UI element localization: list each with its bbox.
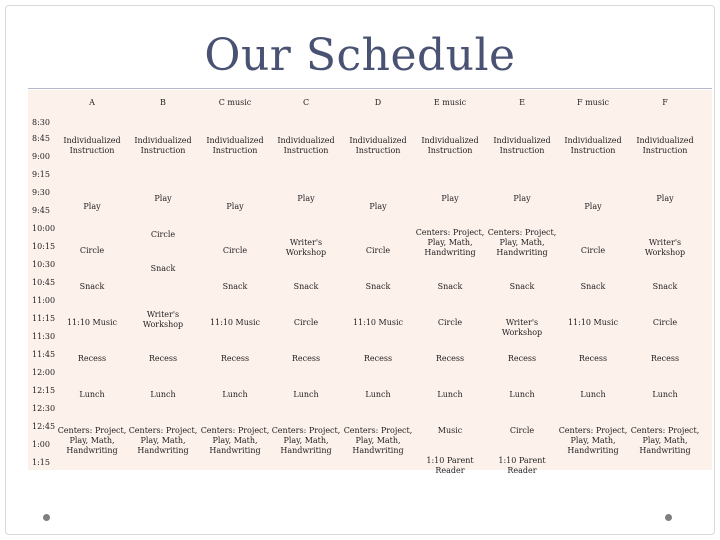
time-label: 12:00: [32, 368, 56, 377]
schedule-cell-snack: Snack: [509, 282, 535, 291]
column-header-a: A: [89, 98, 95, 107]
column-header-e: E: [519, 98, 525, 107]
time-label: 1:00: [32, 440, 50, 449]
schedule-cell-recess: Recess: [220, 354, 250, 363]
schedule-cell-circle: Circle: [652, 318, 678, 327]
schedule-cell-snack: Snack: [79, 282, 105, 291]
time-label: 9:15: [32, 170, 50, 179]
schedule-table: [28, 90, 712, 475]
schedule-cell-play: Play: [584, 202, 602, 211]
time-label: 10:15: [32, 242, 56, 251]
time-label: 8:45: [32, 134, 50, 143]
schedule-cell-play: Play: [154, 194, 172, 203]
schedule-cell-circle: Circle: [580, 246, 606, 255]
schedule-cell-centers: Centers: Project, Play, Math, Handwriting: [558, 426, 628, 455]
schedule-cell-centers: Centers: Project, Play, Math, Handwriting: [57, 426, 127, 455]
schedule-cell-circle: Circle: [79, 246, 105, 255]
column-header-f-music: F music: [577, 98, 609, 107]
schedule-cell-snack: Snack: [437, 282, 463, 291]
schedule-cell-circle: Circle: [509, 426, 535, 435]
schedule-cell-snack: Snack: [222, 282, 248, 291]
schedule-cell-lunch: Lunch: [580, 390, 606, 399]
schedule-cell-individualized: Individualized Instruction: [564, 136, 622, 155]
time-label: 11:30: [32, 332, 56, 341]
schedule-cell-lunch: Lunch: [150, 390, 176, 399]
schedule-cell-play: Play: [369, 202, 387, 211]
schedule-cell-centers: Centers: Project, Play, Math, Handwriting: [271, 426, 341, 455]
schedule-cell-circle: Circle: [222, 246, 248, 255]
schedule-cell-individualized: Individualized Instruction: [421, 136, 479, 155]
schedule-cell-lunch: Lunch: [222, 390, 248, 399]
schedule-cell-individualized: Individualized Instruction: [349, 136, 407, 155]
column-header-b: B: [160, 98, 166, 107]
column-header-f: F: [662, 98, 668, 107]
time-label: 9:45: [32, 206, 50, 215]
schedule-cell-play: Play: [83, 202, 101, 211]
schedule-cell-play: Play: [297, 194, 315, 203]
schedule-cell-parent-reader: 1:10 Parent Reader: [426, 456, 474, 475]
schedule-cell-lunch: Lunch: [365, 390, 391, 399]
schedule-cell-recess: Recess: [650, 354, 680, 363]
schedule-cell-play: Play: [226, 202, 244, 211]
slide-corner-dot-left: [43, 514, 50, 521]
schedule-cell-music-1110: 11:10 Music: [66, 318, 118, 327]
schedule-cell-recess: Recess: [77, 354, 107, 363]
column-header-c: C: [302, 98, 310, 107]
column-header-c-music: C music: [218, 98, 252, 107]
schedule-cell-lunch: Lunch: [509, 390, 535, 399]
time-label: 9:30: [32, 188, 50, 197]
schedule-cell-individualized: Individualized Instruction: [277, 136, 335, 155]
time-label: 11:15: [32, 314, 56, 323]
time-label: 10:45: [32, 278, 56, 287]
schedule-cell-play: Play: [656, 194, 674, 203]
schedule-cell-centers: Centers: Project, Play, Math, Handwriting: [343, 426, 413, 455]
schedule-cell-centers: Centers: Project, Play, Math, Handwriting: [200, 426, 270, 455]
column-header-d: D: [374, 98, 382, 107]
time-label: 11:00: [32, 296, 56, 305]
schedule-cell-centers: Centers: Project, Play, Math, Handwriting: [415, 228, 485, 257]
schedule-cell-recess: Recess: [363, 354, 393, 363]
time-label: 12:45: [32, 422, 56, 431]
schedule-cell-recess: Recess: [435, 354, 465, 363]
time-label: 10:00: [32, 224, 56, 233]
schedule-cell-snack: Snack: [293, 282, 319, 291]
time-label: 1:15: [32, 458, 50, 467]
page-title: Our Schedule: [204, 30, 516, 81]
schedule-cell-writers-workshop: Writer's Workshop: [501, 318, 543, 337]
schedule-cell-lunch: Lunch: [652, 390, 678, 399]
schedule-cell-individualized: Individualized Instruction: [493, 136, 551, 155]
schedule-cell-recess: Recess: [291, 354, 321, 363]
schedule-cell-centers: Centers: Project, Play, Math, Handwriting: [630, 426, 700, 455]
schedule-cell-music-1110: 11:10 Music: [209, 318, 261, 327]
schedule-cell-writers-workshop: Writer's Workshop: [142, 310, 184, 329]
schedule-cell-snack: Snack: [150, 264, 176, 273]
time-label: 9:00: [32, 152, 50, 161]
time-label: 12:15: [32, 386, 56, 395]
schedule-cell-lunch: Lunch: [293, 390, 319, 399]
schedule-cell-individualized: Individualized Instruction: [206, 136, 264, 155]
time-label: 12:30: [32, 404, 56, 413]
schedule-cell-centers: Centers: Project, Play, Math, Handwriting: [128, 426, 198, 455]
schedule-cell-individualized: Individualized Instruction: [63, 136, 121, 155]
schedule-cell-snack: Snack: [365, 282, 391, 291]
schedule-cell-circle: Circle: [293, 318, 319, 327]
title-divider: [28, 88, 712, 89]
schedule-cell-writers-workshop: Writer's Workshop: [644, 238, 686, 257]
schedule-cell-music-1110: 11:10 Music: [352, 318, 404, 327]
schedule-cell-recess: Recess: [578, 354, 608, 363]
slide-corner-dot-right: [665, 514, 672, 521]
schedule-cell-circle: Circle: [437, 318, 463, 327]
time-label: 11:45: [32, 350, 56, 359]
schedule-cell-snack: Snack: [580, 282, 606, 291]
schedule-cell-play: Play: [513, 194, 531, 203]
column-header-e-music: E music: [433, 98, 467, 107]
schedule-cell-snack: Snack: [652, 282, 678, 291]
time-label: 8:30: [32, 118, 50, 127]
time-label: 10:30: [32, 260, 56, 269]
schedule-cell-parent-reader: 1:10 Parent Reader: [498, 456, 546, 475]
schedule-cell-individualized: Individualized Instruction: [636, 136, 694, 155]
schedule-cell-circle: Circle: [365, 246, 391, 255]
schedule-cell-circle: Circle: [150, 230, 176, 239]
schedule-cell-music: Music: [437, 426, 463, 435]
schedule-cell-lunch: Lunch: [437, 390, 463, 399]
schedule-cell-centers: Centers: Project, Play, Math, Handwriting: [487, 228, 557, 257]
schedule-cell-lunch: Lunch: [79, 390, 105, 399]
schedule-cell-writers-workshop: Writer's Workshop: [285, 238, 327, 257]
schedule-cell-music-1110: 11:10 Music: [567, 318, 619, 327]
schedule-cell-individualized: Individualized Instruction: [134, 136, 192, 155]
schedule-cell-recess: Recess: [507, 354, 537, 363]
schedule-cell-recess: Recess: [148, 354, 178, 363]
schedule-cell-play: Play: [441, 194, 459, 203]
